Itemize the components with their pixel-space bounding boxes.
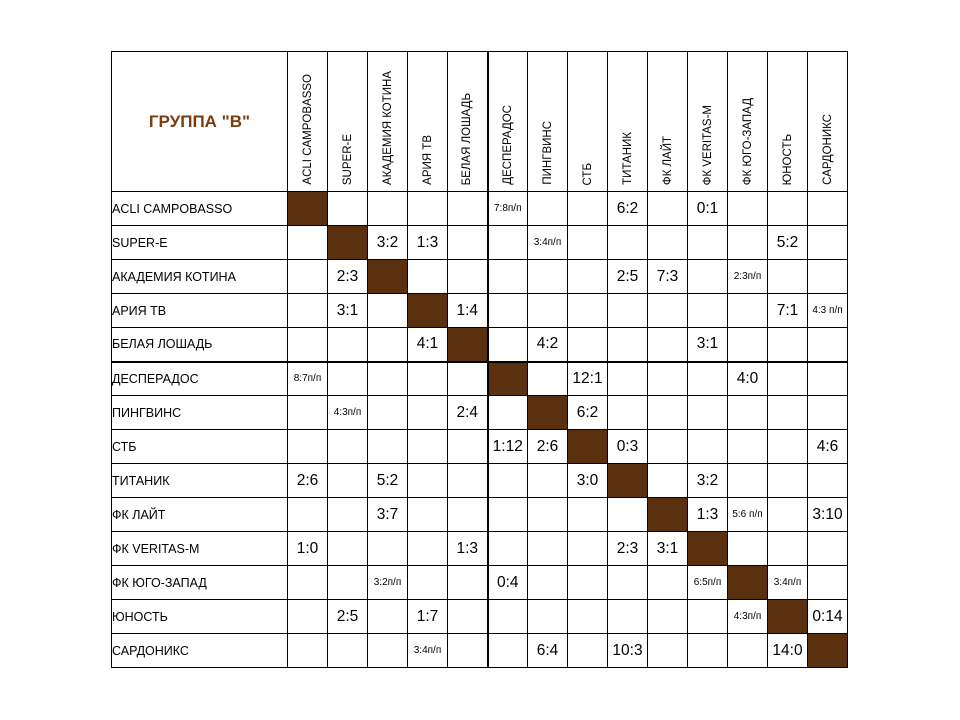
column-header: [728, 52, 768, 192]
score-cell: [768, 192, 808, 226]
row-team-name: АКАДЕМИЯ КОТИНА: [112, 260, 288, 294]
score-cell: [288, 566, 328, 600]
score-cell: [488, 260, 528, 294]
column-header: [368, 52, 408, 192]
score-cell: [328, 328, 368, 362]
score-cell: [408, 464, 448, 498]
header-row: [112, 52, 848, 192]
results-table: [111, 51, 848, 668]
score-cell: [448, 600, 488, 634]
score-cell: [688, 294, 728, 328]
score-cell: [488, 294, 528, 328]
score-cell: [688, 260, 728, 294]
score-cell: [568, 226, 608, 260]
table-row: [112, 328, 848, 362]
score-cell: 5:6 п/п: [728, 498, 768, 532]
score-cell: [608, 396, 648, 430]
score-cell: 0:14: [808, 600, 848, 634]
score-cell: [328, 634, 368, 668]
score-cell: [288, 430, 328, 464]
diagonal-cell: [408, 294, 448, 328]
table-row: [112, 192, 848, 226]
score-cell: [288, 294, 328, 328]
score-cell: [328, 566, 368, 600]
column-header-label: САРДОНИКС: [821, 114, 834, 185]
score-cell: [328, 464, 368, 498]
score-cell: [728, 634, 768, 668]
score-cell: [608, 362, 648, 396]
score-cell: 1:7: [408, 600, 448, 634]
score-cell: [328, 430, 368, 464]
diagonal-cell: [728, 566, 768, 600]
score-cell: [568, 294, 608, 328]
column-header-label: ДЕСПЕРАДОС: [501, 105, 514, 185]
score-cell: [488, 498, 528, 532]
score-cell: [368, 362, 408, 396]
score-cell: 7:1: [768, 294, 808, 328]
score-cell: [768, 430, 808, 464]
score-cell: 4:1: [408, 328, 448, 362]
score-cell: [648, 294, 688, 328]
table-row: [112, 430, 848, 464]
score-cell: [368, 396, 408, 430]
score-cell: [648, 192, 688, 226]
score-cell: [528, 294, 568, 328]
score-cell: [688, 634, 728, 668]
score-cell: [528, 260, 568, 294]
score-cell: [528, 600, 568, 634]
score-cell: [448, 634, 488, 668]
score-cell: [768, 532, 808, 566]
table-row: [112, 362, 848, 396]
diagonal-cell: [608, 464, 648, 498]
column-header-label: АРИЯ ТВ: [421, 135, 434, 185]
column-header: [808, 52, 848, 192]
score-cell: [568, 328, 608, 362]
score-cell: [528, 192, 568, 226]
score-cell: 5:2: [368, 464, 408, 498]
score-cell: 2:5: [328, 600, 368, 634]
column-header-label: ACLI CAMPOBASSO: [301, 74, 314, 185]
score-cell: [808, 464, 848, 498]
score-cell: [768, 396, 808, 430]
score-cell: [728, 226, 768, 260]
row-team-name: СТБ: [112, 430, 288, 464]
column-header-label: АКАДЕМИЯ КОТИНА: [381, 70, 394, 185]
diagonal-cell: [328, 226, 368, 260]
score-cell: [608, 600, 648, 634]
score-cell: [768, 328, 808, 362]
diagonal-cell: [568, 430, 608, 464]
score-cell: [608, 226, 648, 260]
score-cell: [728, 532, 768, 566]
column-header-label: ФК ЛАЙТ: [661, 135, 674, 185]
score-cell: 3:4п/п: [408, 634, 448, 668]
score-cell: [688, 396, 728, 430]
score-cell: [368, 430, 408, 464]
score-cell: 1:3: [688, 498, 728, 532]
score-cell: 4:6: [808, 430, 848, 464]
score-cell: [768, 362, 808, 396]
score-cell: 3:1: [328, 294, 368, 328]
score-cell: 8:7п/п: [288, 362, 328, 396]
score-cell: [488, 464, 528, 498]
score-cell: [608, 294, 648, 328]
column-header: [648, 52, 688, 192]
score-cell: [728, 294, 768, 328]
diagonal-cell: [488, 362, 528, 396]
score-cell: [528, 362, 568, 396]
score-cell: 4:0: [728, 362, 768, 396]
row-team-name: ФК ЮГО-ЗАПАД: [112, 566, 288, 600]
column-header: [448, 52, 488, 192]
score-cell: 7:3: [648, 260, 688, 294]
score-cell: 3:4п/п: [528, 226, 568, 260]
score-cell: 3:7: [368, 498, 408, 532]
score-cell: [688, 430, 728, 464]
score-cell: 2:4: [448, 396, 488, 430]
score-cell: [648, 600, 688, 634]
table-row: [112, 634, 848, 668]
diagonal-cell: [808, 634, 848, 668]
score-cell: [608, 328, 648, 362]
score-cell: [528, 498, 568, 532]
column-header: [768, 52, 808, 192]
score-cell: 1:4: [448, 294, 488, 328]
table-row: [112, 532, 848, 566]
diagonal-cell: [688, 532, 728, 566]
score-cell: [368, 600, 408, 634]
score-cell: [448, 192, 488, 226]
score-cell: [568, 192, 608, 226]
score-cell: [648, 226, 688, 260]
score-cell: [448, 464, 488, 498]
table-row: [112, 396, 848, 430]
score-cell: [648, 328, 688, 362]
score-cell: 5:2: [768, 226, 808, 260]
score-cell: 10:3: [608, 634, 648, 668]
score-cell: 3:4п/п: [768, 566, 808, 600]
row-team-name: ТИТАНИК: [112, 464, 288, 498]
row-team-name: ACLI CAMPOBASSO: [112, 192, 288, 226]
score-cell: [448, 362, 488, 396]
score-cell: [648, 396, 688, 430]
score-cell: 1:3: [408, 226, 448, 260]
score-cell: [568, 600, 608, 634]
table-row: [112, 600, 848, 634]
diagonal-cell: [368, 260, 408, 294]
score-cell: 3:2: [688, 464, 728, 498]
score-cell: [528, 566, 568, 600]
score-cell: [648, 430, 688, 464]
score-cell: 1:12: [488, 430, 528, 464]
score-cell: [728, 430, 768, 464]
score-cell: [288, 328, 328, 362]
score-cell: [808, 396, 848, 430]
score-cell: [288, 634, 328, 668]
score-cell: [808, 192, 848, 226]
table-row: [112, 260, 848, 294]
diagonal-cell: [648, 498, 688, 532]
score-cell: [368, 192, 408, 226]
score-cell: 4:3 п/п: [808, 294, 848, 328]
score-cell: [408, 362, 448, 396]
table-row: [112, 464, 848, 498]
column-header-label: БЕЛАЯ ЛОШАДЬ: [461, 92, 474, 185]
row-team-name: ДЕСПЕРАДОС: [112, 362, 288, 396]
row-team-name: БЕЛАЯ ЛОШАДЬ: [112, 328, 288, 362]
score-cell: [488, 532, 528, 566]
score-cell: [488, 396, 528, 430]
score-cell: [408, 192, 448, 226]
score-cell: 14:0: [768, 634, 808, 668]
score-cell: [328, 532, 368, 566]
score-cell: [488, 600, 528, 634]
column-header: [408, 52, 448, 192]
column-header-label: ТИТАНИК: [621, 132, 634, 185]
column-header: [528, 52, 568, 192]
score-cell: [448, 226, 488, 260]
row-team-name: ФК VERITAS-M: [112, 532, 288, 566]
score-cell: 6:4: [528, 634, 568, 668]
table-row: [112, 498, 848, 532]
score-cell: [728, 464, 768, 498]
score-cell: 7:8п/п: [488, 192, 528, 226]
score-cell: [808, 532, 848, 566]
score-cell: [528, 464, 568, 498]
score-cell: [328, 192, 368, 226]
score-cell: 12:1: [568, 362, 608, 396]
score-cell: 0:4: [488, 566, 528, 600]
score-cell: [288, 396, 328, 430]
column-header-label: СТБ: [581, 162, 594, 185]
column-header: [608, 52, 648, 192]
score-cell: [408, 430, 448, 464]
row-team-name: ПИНГВИНС: [112, 396, 288, 430]
row-team-name: АРИЯ ТВ: [112, 294, 288, 328]
score-cell: 0:1: [688, 192, 728, 226]
column-header: [488, 52, 528, 192]
score-cell: [408, 396, 448, 430]
score-cell: [808, 226, 848, 260]
score-cell: [448, 566, 488, 600]
score-cell: [288, 260, 328, 294]
score-cell: [688, 226, 728, 260]
column-header-label: ПИНГВИНС: [541, 121, 554, 185]
table-row: [112, 294, 848, 328]
score-cell: [768, 260, 808, 294]
column-header-label: ФК ЮГО-ЗАПАД: [741, 97, 754, 185]
score-cell: [648, 566, 688, 600]
score-cell: [568, 498, 608, 532]
score-cell: 4:3п/п: [328, 396, 368, 430]
score-cell: [768, 498, 808, 532]
group-title: ГРУППА "В": [112, 52, 288, 192]
score-cell: [488, 226, 528, 260]
score-cell: [568, 532, 608, 566]
row-team-name: SUPER-E: [112, 226, 288, 260]
column-header: [568, 52, 608, 192]
score-cell: [488, 328, 528, 362]
score-cell: [368, 294, 408, 328]
column-header: [688, 52, 728, 192]
score-cell: [648, 634, 688, 668]
score-cell: [688, 600, 728, 634]
row-team-name: ЮНОСТЬ: [112, 600, 288, 634]
score-cell: [368, 328, 408, 362]
score-cell: [328, 362, 368, 396]
score-cell: [488, 634, 528, 668]
column-header: [288, 52, 328, 192]
score-cell: [288, 600, 328, 634]
score-cell: [768, 464, 808, 498]
score-cell: [288, 226, 328, 260]
score-cell: 3:10: [808, 498, 848, 532]
score-cell: [448, 430, 488, 464]
row-team-name: САРДОНИКС: [112, 634, 288, 668]
table-row: [112, 566, 848, 600]
score-cell: [568, 260, 608, 294]
score-cell: [808, 566, 848, 600]
score-cell: [528, 532, 568, 566]
table-row: [112, 226, 848, 260]
score-cell: 4:3п/п: [728, 600, 768, 634]
score-cell: [368, 532, 408, 566]
column-header: [328, 52, 368, 192]
score-cell: 0:3: [608, 430, 648, 464]
score-cell: 2:3: [328, 260, 368, 294]
score-cell: [648, 464, 688, 498]
score-cell: [608, 566, 648, 600]
column-header-label: ФК VERITAS-M: [701, 104, 714, 185]
score-cell: 3:0: [568, 464, 608, 498]
row-team-name: ФК ЛАЙТ: [112, 498, 288, 532]
score-cell: 3:1: [648, 532, 688, 566]
score-cell: [328, 498, 368, 532]
diagonal-cell: [448, 328, 488, 362]
score-cell: [728, 396, 768, 430]
diagonal-cell: [528, 396, 568, 430]
score-cell: 3:2п/п: [368, 566, 408, 600]
score-cell: [608, 498, 648, 532]
score-cell: [448, 498, 488, 532]
score-cell: 2:3п/п: [728, 260, 768, 294]
score-cell: 6:2: [608, 192, 648, 226]
column-header-label: ЮНОСТЬ: [781, 133, 794, 185]
score-cell: [408, 566, 448, 600]
score-cell: 1:0: [288, 532, 328, 566]
score-cell: [368, 634, 408, 668]
score-cell: 1:3: [448, 532, 488, 566]
score-cell: [568, 566, 608, 600]
score-cell: 6:2: [568, 396, 608, 430]
score-cell: 2:3: [608, 532, 648, 566]
score-cell: [728, 192, 768, 226]
score-cell: [408, 532, 448, 566]
score-cell: [648, 362, 688, 396]
score-cell: 2:6: [528, 430, 568, 464]
score-cell: [808, 362, 848, 396]
column-header-label: SUPER-E: [341, 133, 354, 185]
score-cell: [288, 498, 328, 532]
score-cell: 4:2: [528, 328, 568, 362]
score-cell: [808, 328, 848, 362]
score-cell: [408, 260, 448, 294]
score-cell: [688, 362, 728, 396]
score-cell: [728, 328, 768, 362]
score-cell: 3:2: [368, 226, 408, 260]
score-cell: [568, 634, 608, 668]
score-cell: 2:5: [608, 260, 648, 294]
score-cell: [448, 260, 488, 294]
diagonal-cell: [768, 600, 808, 634]
score-cell: [408, 498, 448, 532]
score-cell: 3:1: [688, 328, 728, 362]
score-cell: 2:6: [288, 464, 328, 498]
diagonal-cell: [288, 192, 328, 226]
score-cell: 6:5п/п: [688, 566, 728, 600]
score-cell: [808, 260, 848, 294]
